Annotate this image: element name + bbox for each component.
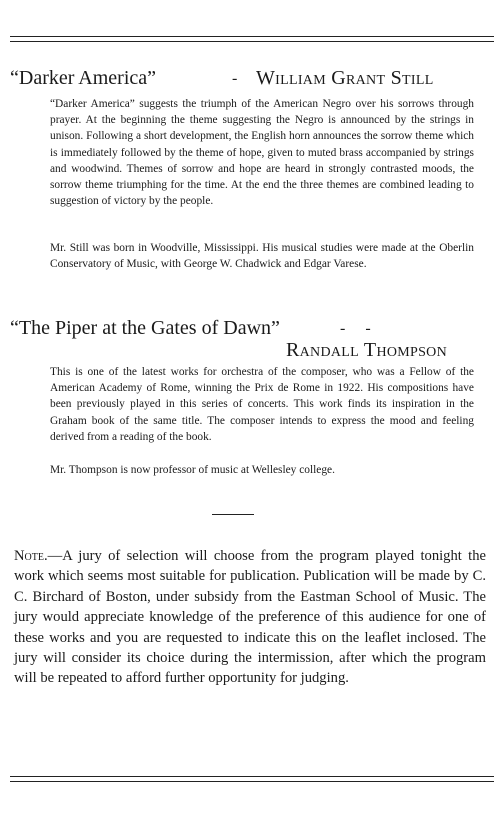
composer-name: William Grant Still — [256, 67, 434, 89]
separator-dashes: - - — [340, 320, 371, 337]
program-note-paragraph: “Darker America” suggests the triumph of the American Negro over his sorrows through prayer. At the beginning the theme suggesting the Negro is announced by the strings in unison. Following a short development, the English horn announces the sorrow theme which is immediately followed by the theme of hope, given to muted brass accompanied by strings and woodwind. Themes of sorrow and hope are heard in strongly contrasted moods, the sorrow theme triumphing for the time. At the end the three themes are combined leading to suggestion of victory by the people. — [50, 98, 474, 208]
note-paragraph — [14, 546, 486, 689]
separator-dash: - — [232, 70, 238, 87]
bottom-rule-2 — [10, 781, 494, 782]
bottom-rule-1 — [10, 776, 494, 777]
biography-paragraph: Mr. Still was born in Woodville, Mississippi. His musical studies were made at the Oberlin Conservatory of Music, with George W. Chadwick and Edgar Varese. — [50, 242, 474, 271]
top-rule-1 — [10, 36, 494, 37]
program-note-paragraph: This is one of the latest works for orchestra of the composer, who was a Fellow of the American Academy of Rome, winning the Prix de Rome in 1922. His compositions have been previously played in this series of concerts. This work finds its inspiration in the Graham book of the same title. The composer intends to express the mood and feeling derived from a reading of the book. — [50, 366, 474, 443]
note-label: Note. — [14, 548, 48, 564]
piece-title: “Darker America” — [10, 67, 157, 89]
note-text: —A jury of selection will choose from the program played tonight the work which seems most suitable for publication. Publication will be made by C. C. Birchard of Boston, under subsidy from the Eastman School of Music. The jury would appreciate knowledge of the preference of this audience for one of these works and you are requested to indicate this on the leaflet inclosed. The jury will consider its choice during the intermission, after which the program will be repeated to afford further opportunity for judging. — [14, 548, 486, 687]
section-divider — [212, 514, 254, 515]
composer-name: Randall Thompson — [286, 339, 448, 361]
biography-paragraph: Mr. Thompson is now professor of music at Wellesley college. — [50, 464, 335, 476]
top-rule-2 — [10, 41, 494, 42]
piece-title: “The Piper at the Gates of Dawn” — [10, 317, 280, 339]
